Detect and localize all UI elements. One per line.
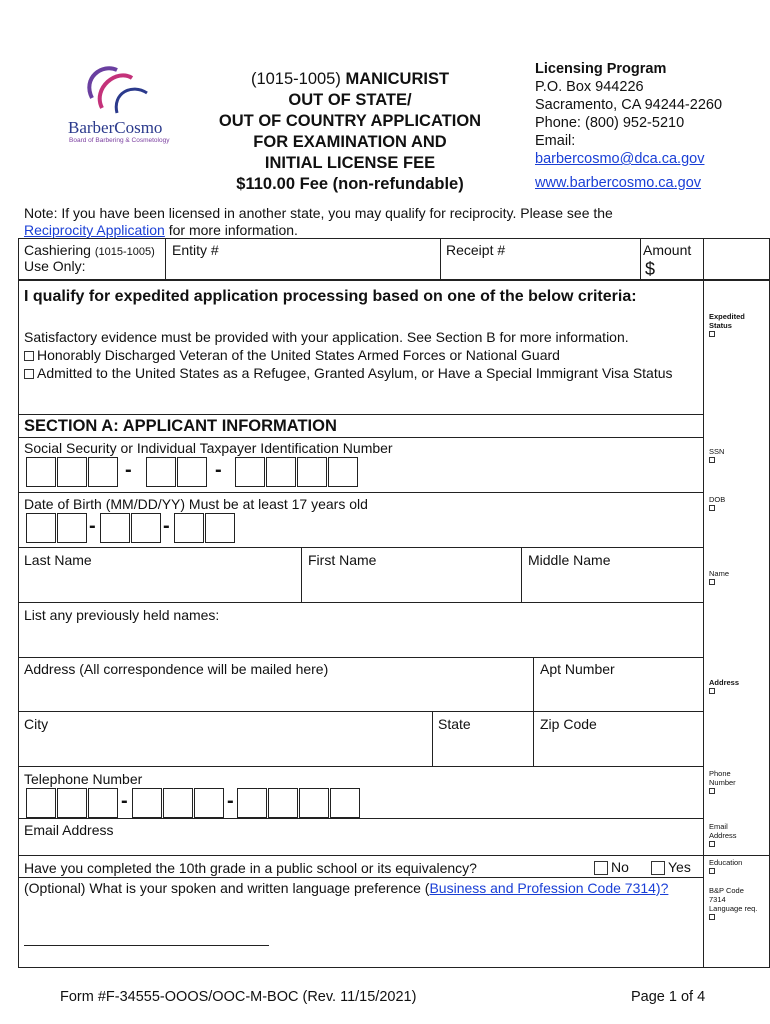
sidebar-expedited: Expedited Status — [709, 312, 759, 339]
education-no-checkbox[interactable] — [594, 861, 608, 875]
sidebar-bp-code: B&P Code 7314 Language req. — [709, 886, 759, 922]
ssn-digit-box[interactable] — [235, 457, 265, 487]
refugee-checkbox[interactable] — [24, 369, 34, 379]
dob-digit-box[interactable] — [174, 513, 204, 543]
sidebar-phone: Phone Number — [709, 769, 759, 796]
reciprocity-note: Note: If you have been licensed in another state, you may qualify for reciprocity. Please see the Reciprocity Application for more information. — [24, 205, 613, 238]
ssn-digit-box[interactable] — [297, 457, 327, 487]
website-link[interactable]: www.barbercosmo.ca.gov — [535, 175, 702, 191]
language-input-line[interactable] — [24, 945, 269, 946]
reciprocity-link[interactable]: Reciprocity Application — [24, 222, 165, 238]
phone-digit-box[interactable] — [330, 788, 360, 818]
bp-code-link[interactable]: Business and Profession Code 7314)? — [429, 880, 669, 896]
language-question: (Optional) What is your spoken and written language preference (Business and Profession Code 7314)? — [24, 880, 669, 896]
dob-dash: - — [163, 515, 170, 537]
veteran-checkbox[interactable] — [24, 351, 34, 361]
city-label: City — [24, 716, 49, 732]
education-yes-option[interactable]: Yes — [651, 859, 691, 875]
sidebar-bp-checkbox[interactable] — [709, 914, 715, 920]
sidebar-expedited-checkbox[interactable] — [709, 331, 715, 337]
email-link[interactable]: barbercosmo@dca.ca.gov — [535, 151, 705, 167]
sidebar-ssn: SSN — [709, 447, 724, 465]
ssn-digit-box[interactable] — [177, 457, 207, 487]
sidebar-dob: DOB — [709, 495, 725, 513]
receipt-label: Receipt # — [446, 242, 506, 258]
contact-block — [535, 60, 722, 192]
email-label: Email: — [535, 133, 576, 149]
logo-subtext: Board of Barbering & Cosmetology — [69, 137, 170, 144]
sidebar-name-checkbox[interactable] — [709, 579, 715, 585]
apt-number-label: Apt Number — [540, 661, 615, 677]
education-yes-checkbox[interactable] — [651, 861, 665, 875]
phone-digit-box[interactable] — [132, 788, 162, 818]
sidebar-ssn-checkbox[interactable] — [709, 457, 715, 463]
phone-digit-box[interactable] — [237, 788, 267, 818]
ssn-label: Social Security or Individual Taxpayer Identification Number — [24, 440, 393, 456]
use-only-label: Use Only: — [24, 258, 86, 274]
ssn-digit-box[interactable] — [328, 457, 358, 487]
address-label: Address (All correspondence will be mailed here) — [24, 661, 329, 677]
sidebar-email: Email Address — [709, 822, 749, 849]
ssn-dash: - — [215, 459, 222, 481]
cashiering-label: Cashiering (1015-1005) — [24, 242, 155, 258]
amount-dollar: $ — [645, 259, 656, 279]
zip-code-label: Zip Code — [540, 716, 597, 732]
ssn-digit-box[interactable] — [266, 457, 296, 487]
expedited-evidence: Satisfactory evidence must be provided with your application. See Section B for more information. — [24, 329, 629, 345]
dob-digit-box[interactable] — [100, 513, 130, 543]
entity-label: Entity # — [172, 242, 219, 258]
logo-text: BarberCosmo — [68, 118, 163, 137]
education-question: Have you completed the 10th grade in a public school or its equivalency? — [24, 860, 477, 876]
dob-digit-box[interactable] — [205, 513, 235, 543]
phone-digit-box[interactable] — [299, 788, 329, 818]
phone-digit-box[interactable] — [88, 788, 118, 818]
phone-dash: - — [121, 790, 128, 812]
sidebar-email-checkbox[interactable] — [709, 841, 715, 847]
last-name-label: Last Name — [24, 552, 92, 568]
sidebar-education: Education — [709, 858, 742, 876]
dob-digit-box[interactable] — [57, 513, 87, 543]
ssn-digit-box[interactable] — [88, 457, 118, 487]
amount-label: Amount — [643, 242, 692, 258]
ssn-digit-box[interactable] — [146, 457, 176, 487]
expedited-option-refugee[interactable]: Admitted to the United States as a Refugee, Granted Asylum, or Have a Special Immigrant Visa Status — [24, 365, 694, 382]
first-name-label: First Name — [308, 552, 377, 568]
middle-name-label: Middle Name — [528, 552, 611, 568]
education-no-option[interactable]: No — [594, 859, 629, 875]
previous-names-label: List any previously held names: — [24, 607, 220, 623]
phone-dash: - — [227, 790, 234, 812]
expedited-heading: I qualify for expedited application processing based on one of the below criteria: — [24, 288, 637, 305]
contact-phone: Phone: (800) 952-5210 — [535, 115, 685, 131]
dob-digit-box[interactable] — [131, 513, 161, 543]
telephone-label: Telephone Number — [24, 771, 143, 787]
expedited-option-veteran[interactable]: Honorably Discharged Veteran of the United States Armed Forces or National Guard — [24, 347, 560, 363]
dob-digit-box[interactable] — [26, 513, 56, 543]
ssn-digit-box[interactable] — [57, 457, 87, 487]
phone-digit-box[interactable] — [194, 788, 224, 818]
email-label: Email Address — [24, 822, 114, 838]
phone-digit-box[interactable] — [163, 788, 193, 818]
phone-digit-box[interactable] — [26, 788, 56, 818]
phone-digit-box[interactable] — [268, 788, 298, 818]
sidebar-address-checkbox[interactable] — [709, 688, 715, 694]
dob-label: Date of Birth (MM/DD/YY) Must be at least 17 years old — [24, 496, 368, 512]
po-box: P.O. Box 944226 — [535, 79, 644, 95]
contact-city: Sacramento, CA 94244-2260 — [535, 97, 723, 113]
sidebar-dob-checkbox[interactable] — [709, 505, 715, 511]
sidebar-name: Name — [709, 569, 729, 587]
form-number: Form #F-34555-OOOS/OOC-M-BOC (Rev. 11/15/2021) — [60, 989, 417, 1005]
section-a-heading: SECTION A: APPLICANT INFORMATION — [24, 417, 337, 435]
contact-heading: Licensing Program — [535, 61, 667, 77]
dob-dash: - — [89, 515, 96, 537]
form-title: (1015-1005) MANICURIST OUT OF STATE/ OUT OF COUNTRY APPLICATION FOR EXAMINATION AND INITIAL LICENSE FEE $110.00 Fee (non-refundable) — [218, 70, 482, 193]
page-number: Page 1 of 4 — [631, 989, 706, 1005]
sidebar-phone-checkbox[interactable] — [709, 788, 715, 794]
phone-digit-box[interactable] — [57, 788, 87, 818]
ssn-digit-box[interactable] — [26, 457, 56, 487]
sidebar-address: Address — [709, 678, 739, 696]
sidebar-education-checkbox[interactable] — [709, 868, 715, 874]
ssn-dash: - — [125, 459, 132, 481]
state-label: State — [438, 716, 471, 732]
